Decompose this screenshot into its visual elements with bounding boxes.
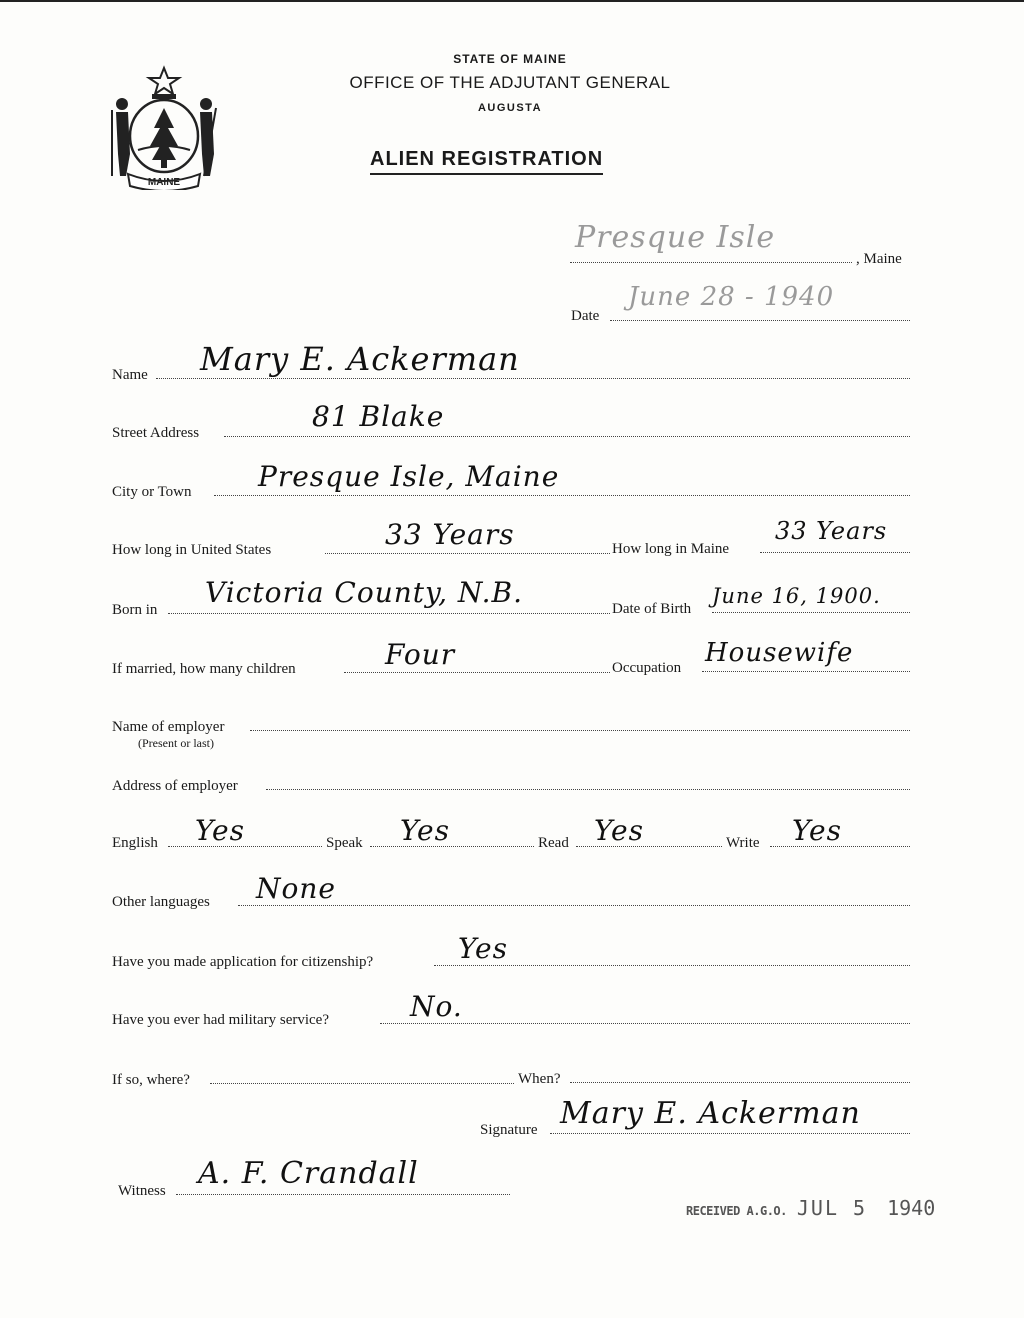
maine-label: , Maine	[856, 251, 902, 267]
date-label: Date	[571, 308, 600, 324]
occupation-line	[702, 671, 910, 672]
witness-label: Witness	[118, 1183, 166, 1199]
read-label: Read	[538, 835, 569, 851]
born-in-line	[168, 613, 610, 614]
citizenship-value: Yes	[458, 932, 508, 965]
military-value: No.	[410, 990, 463, 1023]
other-languages-label: Other languages	[112, 894, 210, 910]
employer-note: (Present or last)	[138, 736, 214, 750]
date-value: June 28 - 1940	[628, 282, 835, 312]
date-line	[610, 320, 910, 321]
when-line	[570, 1082, 910, 1083]
name-label: Name	[112, 367, 148, 383]
children-line	[344, 672, 610, 673]
street-address-value: 81 Blake	[312, 400, 445, 433]
name-value: Mary E. Ackerman	[200, 340, 520, 378]
stamp-received: RECEIVED A.G.O.	[686, 1204, 787, 1218]
header-city: AUGUSTA	[477, 102, 543, 114]
military-label: Have you ever had military service?	[112, 1012, 329, 1028]
military-line	[380, 1023, 910, 1024]
city-line	[214, 495, 910, 496]
seal-text: MAINE	[147, 177, 181, 188]
name-line	[156, 378, 910, 379]
citizenship-line	[434, 965, 910, 966]
where-label: If so, where?	[112, 1072, 190, 1088]
date-of-birth-value: June 16, 1900.	[712, 584, 881, 608]
born-in-value: Victoria County, N.B.	[205, 576, 523, 609]
place-value: Presque Isle	[575, 220, 776, 255]
stamp-year: 1940	[887, 1196, 936, 1220]
place-line	[570, 262, 852, 263]
where-line	[210, 1083, 514, 1084]
occupation-label: Occupation	[612, 660, 682, 676]
write-value: Yes	[792, 814, 842, 847]
witness-value: A. F. Crandall	[198, 1156, 419, 1191]
children-value: Four	[385, 638, 456, 671]
how-long-us-line	[325, 553, 610, 554]
header-state: STATE OF MAINE	[453, 52, 567, 66]
english-value: Yes	[195, 814, 245, 847]
employer-address-line	[266, 789, 910, 790]
witness-line	[176, 1194, 510, 1195]
employer-name-label: Name of employer	[112, 719, 225, 735]
signature-label: Signature	[480, 1122, 538, 1138]
speak-line	[370, 846, 534, 847]
occupation-value: Housewife	[705, 638, 854, 668]
stamp-month-day: JUL 5	[796, 1196, 868, 1220]
received-stamp	[686, 1196, 935, 1220]
write-label: Write	[726, 835, 760, 851]
citizenship-label: Have you made application for citizenship?	[112, 954, 374, 970]
signature-line	[550, 1133, 910, 1134]
how-long-maine-value: 33 Years	[775, 517, 888, 545]
maine-state-seal-icon	[108, 64, 220, 190]
date-of-birth-line	[712, 612, 910, 613]
employer-name-line	[250, 730, 910, 731]
header-office: OFFICE OF THE ADJUTANT GENERAL	[349, 73, 671, 92]
date-of-birth-label: Date of Birth	[612, 601, 692, 617]
born-in-label: Born in	[112, 602, 158, 618]
street-address-line	[224, 436, 910, 437]
employer-address-label: Address of employer	[112, 778, 238, 794]
page-top-border	[0, 0, 1024, 2]
english-label: English	[112, 835, 158, 851]
street-address-label: Street Address	[112, 425, 200, 441]
how-long-maine-label: How long in Maine	[612, 541, 730, 557]
children-label: If married, how many children	[112, 661, 296, 677]
signature-value: Mary E. Ackerman	[560, 1096, 861, 1131]
how-long-us-label: How long in United States	[112, 542, 272, 558]
how-long-maine-line	[760, 552, 910, 553]
english-line	[168, 846, 322, 847]
city-label: City or Town	[112, 484, 192, 500]
how-long-us-value: 33 Years	[385, 518, 515, 551]
speak-label: Speak	[326, 835, 363, 851]
other-languages-value: None	[256, 872, 336, 905]
when-label: When?	[518, 1071, 561, 1087]
speak-value: Yes	[400, 814, 450, 847]
form-title: ALIEN REGISTRATION	[370, 148, 603, 175]
other-languages-line	[238, 905, 910, 906]
city-value: Presque Isle, Maine	[258, 460, 560, 493]
read-value: Yes	[594, 814, 644, 847]
